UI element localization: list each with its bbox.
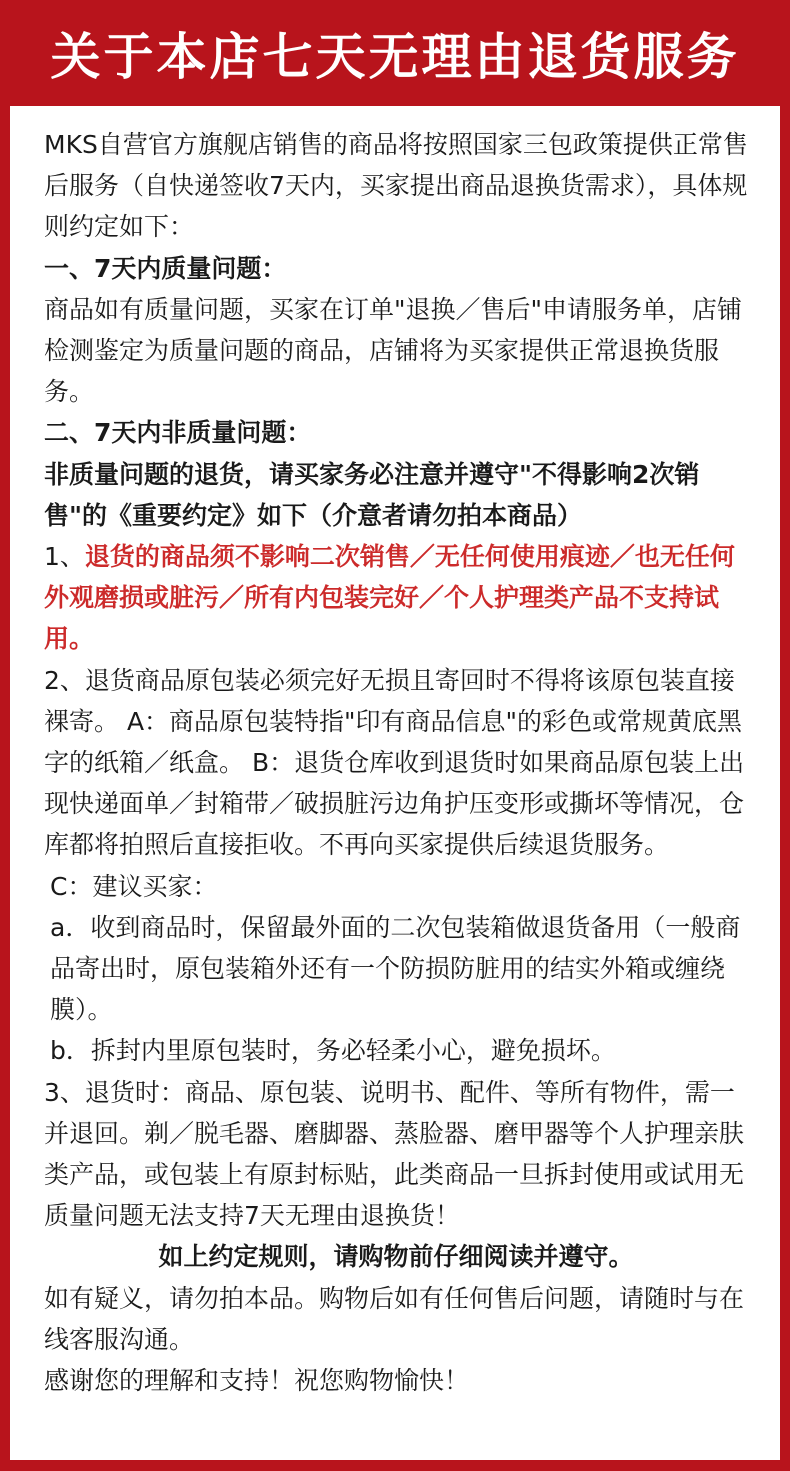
rule2-item-a: a．收到商品时，保留最外面的二次包装箱做退货备用（一般商品寄出时，原包装箱外还有一个防损防脏用的结实外箱或缠绕膜）。: [50, 912, 741, 1025]
rule2: 2、退货商品原包装必须完好无损且寄回时不得将该原包装直接裸寄。 A：商品原包装特指"印有商品信息"的彩色或常规黄底黑字的纸箱／纸盒。 B：退货仓库收到退货时如果商品原包装上出现快递面单／封箱带／破损脏污边角护压变形或撕坏等情况，仓库都将拍照后直接拒收。不再向买家提供后续退货服务。: [44, 665, 745, 860]
policy-panel: [10, 106, 780, 1460]
section2-heading: 二、7天内非质量问题：: [44, 418, 312, 448]
rule1: [44, 536, 748, 660]
rule2-suggestion: C：建议买家：: [50, 871, 218, 901]
section1-body: 商品如有质量问题，买家在订单"退换／售后"申请服务单，店铺检测鉴定为质量问题的商品，店铺将为买家提供正常退换货服务。: [44, 294, 743, 407]
closing-thanks: 感谢您的理解和支持！祝您购物愉快！: [44, 1366, 470, 1396]
section1-heading: 一、7天内质量问题：: [44, 253, 287, 283]
policy-content: [44, 124, 748, 1401]
closing-emphasis: 如上约定规则，请购物前仔细阅读并遵守。: [158, 1242, 634, 1272]
section2-lead: 非质量问题的退货，请买家务必注意并遵守"不得影响2次销售"的《重要约定》如下（介意者请勿拍本商品）: [44, 459, 700, 530]
rule3: 3、退货时：商品、原包装、说明书、配件、等所有物件，需一并退回。剃／脱毛器、磨脚器、蒸脸器、磨甲器等个人护理亲肤类产品，或包装上有原封标贴，此类商品一旦拆封使用或试用无质量问题无法支持7天无理由退换货！: [44, 1077, 745, 1231]
page-title: 关于本店七天无理由退货服务: [50, 28, 740, 86]
intro-paragraph: MKS自营官方旗舰店销售的商品将按照国家三包政策提供正常售后服务（自快递签收7天内，买家提出商品退换货需求），具体规则约定如下：: [44, 130, 748, 242]
rule2-item-b: b．拆封内里原包装时，务必轻柔小心，避免损坏。: [50, 1036, 616, 1066]
rule1-prefix: 1、: [44, 542, 85, 572]
header-banner: [0, 0, 790, 106]
rule1-highlight-text: 退货的商品须不影响二次销售／无任何使用痕迹／也无任何外观磨损或脏污／所有内包装完好／个人护理类产品不支持试用。: [44, 542, 735, 654]
closing-note: 如有疑义，请勿拍本品。购物后如有任何售后问题，请随时与在线客服沟通。: [44, 1283, 745, 1354]
